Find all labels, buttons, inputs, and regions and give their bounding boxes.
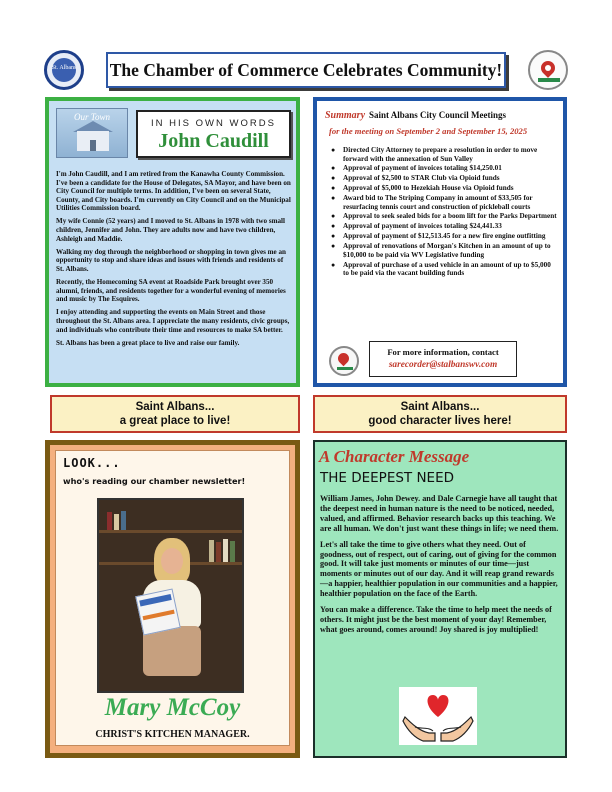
list-item: ● Approval of purchase of a used vehicle in an amount of up to $5,000 to be paid via the vacant building funds xyxy=(331,260,551,278)
list-item: ● Approval of $5,000 to Hezekiah House via Opioid funds xyxy=(331,184,514,193)
caudill-paragraph: I enjoy attending and supporting the events on Main Street and those throughout the St. Albans area. I appreciate the many residents, civic groups, and individuals who contribute their time and resources to make SA better. xyxy=(56,308,290,334)
our-town-logo xyxy=(56,108,128,158)
chamber-seal-icon xyxy=(528,50,568,90)
character-article xyxy=(320,494,560,641)
council-list xyxy=(326,146,558,279)
banner-line: Saint Albans... xyxy=(135,401,215,413)
list-item: ● Approval to seek sealed bids for a boom lift for the Parks Department xyxy=(331,212,557,221)
caudill-article xyxy=(56,170,292,352)
reader-name: Mary McCoy xyxy=(104,694,241,721)
character-message-title: A Character Message xyxy=(319,447,470,466)
contact-label: For more information, contact xyxy=(387,347,499,357)
banner-line: Saint Albans... xyxy=(400,401,480,413)
reader-role: CHRIST'S KITCHEN MANAGER. xyxy=(95,729,250,740)
list-item: ● Directed City Attorney to prepare a resolution in order to move forward with the annexation of Sun Valley xyxy=(331,146,538,163)
list-item: ● Approval of $2,500 to STAR Club via Opioid funds xyxy=(331,174,500,183)
caudill-paragraph: Walking my dog through the neighborhood or shopping in town gives me an opportunity to stop and share ideas and issues with friends and residents of St. Albans. xyxy=(56,247,286,273)
newsletter-title: The Chamber of Commerce Celebrates Community! xyxy=(109,59,503,80)
caudill-paragraph: I'm John Caudill, and I am retired from the Kanawha County Commission. I've been a candidate for the House of Delegates, SA Mayor, and have been on City Council for multiple terms. In addition, I've been on several State, County, and City boards. I'm currently on City Council and on the Municipal Utilities Commission board. xyxy=(56,170,291,213)
character-paragraph: William James, John Dewey. and Dale Carnegie have all taught that the deepest need in human nature is the need to be noticed, needed, valued, and affirmed. Behavior research backs up this teaching. We are all human. We don't just want these things in life; we need them. xyxy=(320,494,559,533)
list-item: ● Approval of payment of invoices totaling $24,441.33 xyxy=(331,222,502,231)
banner-line: a great place to live! xyxy=(119,415,231,427)
meeting-date: for the meeting on September 2 and September 15, 2025 xyxy=(329,126,528,136)
council-title: Saint Albans City Council Meetings xyxy=(369,110,507,120)
caudill-name-box xyxy=(136,110,291,158)
look-subtitle: who's reading our chamber newsletter! xyxy=(63,476,246,486)
caudill-paragraph: St. Albans has been a great place to live and raise our family. xyxy=(56,338,240,347)
column-label: IN HIS OWN WORDS xyxy=(151,118,276,129)
our-town-logo-text: Our Town xyxy=(74,112,110,122)
character-paragraph: Let's all take the time to give others what they need. Out of goodness, out of respect, out of caring, out of giving for the common good. It will take just moments or minutes of our time—just moments or minutes out of our day. And it will reap grand rewards—a happier, healthier population in our communities and a happier, healthier population on the face of the Earth. xyxy=(320,539,558,599)
character-heading: THE DEEPEST NEED xyxy=(320,470,455,486)
contact-box xyxy=(369,341,517,377)
hands-heart-icon xyxy=(399,687,477,745)
slogan-banner-left xyxy=(50,395,300,433)
city-seal-icon xyxy=(44,50,84,90)
look-heading: LOOK... xyxy=(63,456,121,470)
newsletter-in-hand xyxy=(135,588,180,635)
list-item: ● Approval of payment of invoices totaling $14,250.01 xyxy=(331,164,502,173)
caudill-name: John Caudill xyxy=(158,130,269,152)
list-item: ● Approval of renovations of Morgan's Kitchen in an amount of up to $10,000 to be paid via WV Legislative funding xyxy=(331,242,551,259)
slogan-banner-right xyxy=(313,395,567,433)
city-seal-text: St. Albans xyxy=(51,65,77,71)
reader-photo xyxy=(97,498,244,693)
chamber-seal-small-icon xyxy=(329,346,359,376)
character-paragraph: You can make a difference. Take the time to help meet the needs of others. It might just be the best moment of your day! Remember, what goes around, comes around! Joy shared is joy multiplied! xyxy=(320,605,552,634)
list-item: ● Approval of payment of $12,513.45 for a new fire engine outfitting xyxy=(331,232,546,241)
banner-line: good character lives here! xyxy=(368,415,512,427)
council-heading xyxy=(325,110,561,121)
caudill-paragraph: Recently, the Homecoming SA event at Roadside Park brought over 350 alumni, friends, and residents together for a wonderful evening of memories and music by The Esquires. xyxy=(56,278,286,304)
caudill-paragraph: My wife Connie (52 years) and I moved to St. Albans in 1978 with two small children, Jennifer and John. They are adults now and have two children, Ashleigh and Maddie. xyxy=(56,217,285,243)
contact-email-link[interactable]: sarecorder@stalbanswv.com xyxy=(388,360,498,370)
newsletter-title-box xyxy=(106,52,506,88)
list-item: ● Award bid to The Striping Company in amount of $33,505 for resurfacing tennis court and construction of pickleball courts xyxy=(331,194,533,211)
summary-label: Summary xyxy=(325,110,366,121)
